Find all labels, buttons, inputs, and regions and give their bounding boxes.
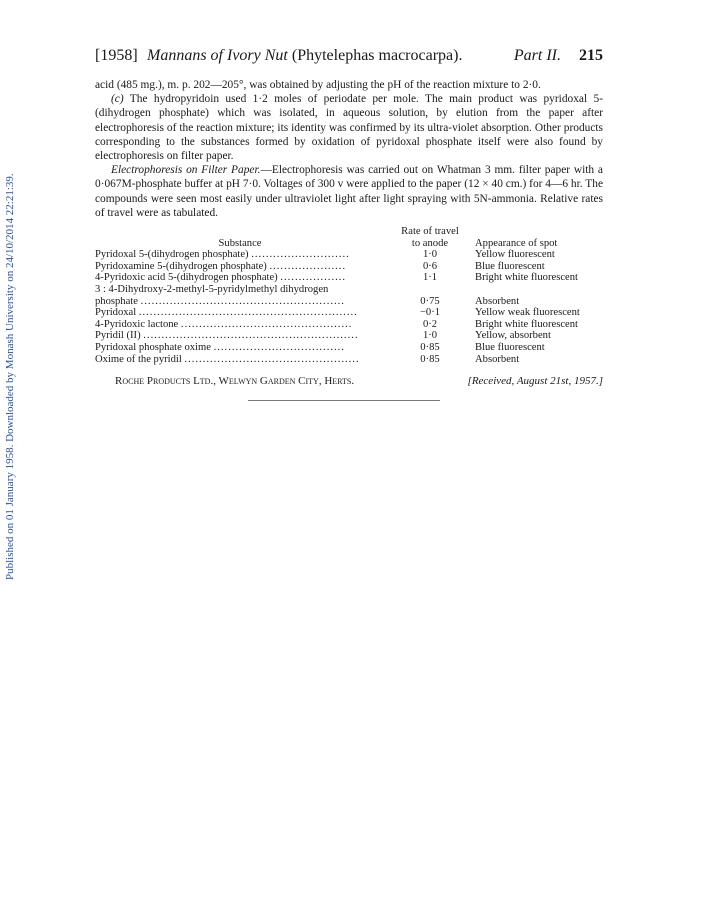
cell-rate: −0·1 (419, 307, 441, 319)
substance-name: 4-Pyridoxic acid 5-(dihydrogen phosphate) (95, 272, 278, 284)
substance-name: Pyridoxal 5-(dihydrogen phosphate) (95, 249, 249, 261)
header-substance: Substance (218, 237, 262, 249)
cell-appearance: Absorbent (475, 295, 520, 307)
header-appearance: Appearance of spot (475, 237, 558, 249)
paragraph-electrophoresis (95, 163, 603, 220)
header-rate-of-travel (385, 226, 475, 249)
dot-leader: ................................................ (184, 353, 360, 365)
table-row (95, 319, 603, 331)
affiliation: Roche Products Ltd., Welwyn Garden City, Herts. (115, 375, 355, 388)
cell-rate: 1·0 (422, 330, 438, 342)
running-head-title (147, 44, 462, 68)
cell-appearance: Yellow weak fluorescent (475, 307, 580, 319)
running-head-scientific-name: (Phytelephas macrocarpa). (291, 47, 463, 64)
download-watermark-text: Published on 01 January 1958. Downloaded by Monash University on 24/10/2014 22:21:39. (4, 173, 16, 580)
table-row (95, 261, 603, 273)
cell-rate: 0·85 (420, 353, 440, 365)
header-rate-line-2: to anode (411, 237, 449, 249)
table-row (95, 354, 603, 366)
footer (95, 375, 603, 391)
cell-rate: 0·6 (422, 260, 438, 272)
dot-leader: ............................................... (180, 318, 353, 330)
cell-rate: 0·85 (420, 341, 440, 353)
cell-appearance: Yellow, absorbent (475, 330, 551, 342)
cell-substance (95, 284, 385, 296)
cell-appearance (475, 284, 603, 296)
dot-leader: ........................................................... (143, 330, 359, 342)
substance-name: Pyridoxamine 5-(dihydrogen phosphate) (95, 260, 267, 272)
table-body (95, 249, 603, 365)
cell-substance (95, 249, 385, 261)
page-number: 215 (579, 47, 603, 64)
cell-appearance: Bright white fluorescent (475, 272, 578, 284)
page-content (95, 44, 603, 391)
dot-leader: ............................................................ (138, 307, 358, 319)
dot-leader: ........................... (251, 249, 350, 261)
substance-name: Pyridoxal (95, 307, 137, 319)
table-row (95, 330, 603, 342)
table-row (95, 296, 603, 308)
substance-name: 3 : 4-Dihydroxy-2-methyl-5-pyridylmethyl dihydrogen (95, 284, 329, 295)
cell-substance (95, 319, 385, 331)
section-heading-electrophoresis: Electrophoresis on Filter Paper. (111, 164, 261, 177)
cell-appearance: Yellow fluorescent (475, 249, 555, 261)
header-rate-line-1: Rate of travel (401, 226, 459, 238)
paragraph-label: (c) (111, 93, 124, 106)
rates-of-travel-table (95, 226, 603, 365)
running-head-year: [1958] (95, 47, 138, 64)
table-row (95, 249, 603, 261)
paragraph-hydropyridoin-text: The hydropyridoin used 1·2 moles of periodate per mole. The main product was pyridoxal 5-(dihydrogen phosphate) which was isolated, in aqueous solution, by elution from the paper after electrophoresis of the reaction mixture; its identity was confirmed by its ultra-violet absorption. Other products corresponding to the substances formed by oxidation of pyridoxal phosphate itself were also found by electrophoresis on filter paper. (95, 93, 603, 163)
download-watermark (4, 160, 18, 580)
cell-rate: 0·75 (420, 295, 440, 307)
cell-substance (95, 342, 385, 354)
cell-rate: 0·2 (422, 318, 438, 330)
table-row (95, 272, 603, 284)
paragraph-hydropyridoin (95, 92, 603, 163)
dot-leader: ........................................................ (140, 295, 345, 307)
table-row (95, 342, 603, 354)
table-header-row (95, 226, 603, 249)
cell-appearance: Blue fluorescent (475, 260, 545, 272)
substance-name: 4-Pyridoxic lactone (95, 318, 179, 330)
substance-name: Oxime of the pyridil (95, 353, 182, 365)
cell-appearance: Bright white fluorescent (475, 318, 578, 330)
paragraph-electrophoresis-text: —Electrophoresis was carried out on Whatman 3 mm. filter paper with a 0·067M-phosphate buffer at pH 7·0. Voltages of 300 v were applied to the paper (12 × 40 cm.) for 4—6 hr. The compounds were seen most easily under ultraviolet light after light spraying with 5N-ammonia. Relative rates of travel were as tabulated. (95, 164, 603, 219)
cell-substance (95, 261, 385, 273)
end-rule (248, 400, 440, 401)
cell-substance (95, 354, 385, 366)
substance-name: Pyridil (II) (95, 330, 141, 342)
dot-leader: .................................... (213, 341, 345, 353)
cell-substance (95, 296, 385, 308)
running-head (95, 44, 603, 68)
substance-name: Pyridoxal phosphate oxime (95, 341, 211, 353)
substance-name: phosphate (95, 295, 138, 307)
dot-leader: .................. (280, 272, 347, 284)
cell-rate (385, 284, 475, 296)
table-row (95, 284, 603, 296)
running-head-title-italic: Mannans of Ivory Nut (147, 47, 288, 64)
running-head-part: Part II. (513, 47, 561, 64)
cell-rate: 1·1 (422, 272, 438, 284)
received-date: [Received, August 21st, 1957.] (467, 375, 603, 388)
cell-substance (95, 330, 385, 342)
cell-substance (95, 307, 385, 319)
cell-rate: 1·0 (422, 249, 438, 261)
dot-leader: ..................... (269, 260, 347, 272)
cell-appearance: Absorbent (475, 353, 520, 365)
cell-appearance: Blue fluorescent (475, 341, 545, 353)
cell-substance (95, 272, 385, 284)
paragraph-acid-yield: acid (485 mg.), m. p. 202—205°, was obtained by adjusting the pH of the reaction mixture to 2·0. (95, 79, 541, 91)
table-row (95, 307, 603, 319)
